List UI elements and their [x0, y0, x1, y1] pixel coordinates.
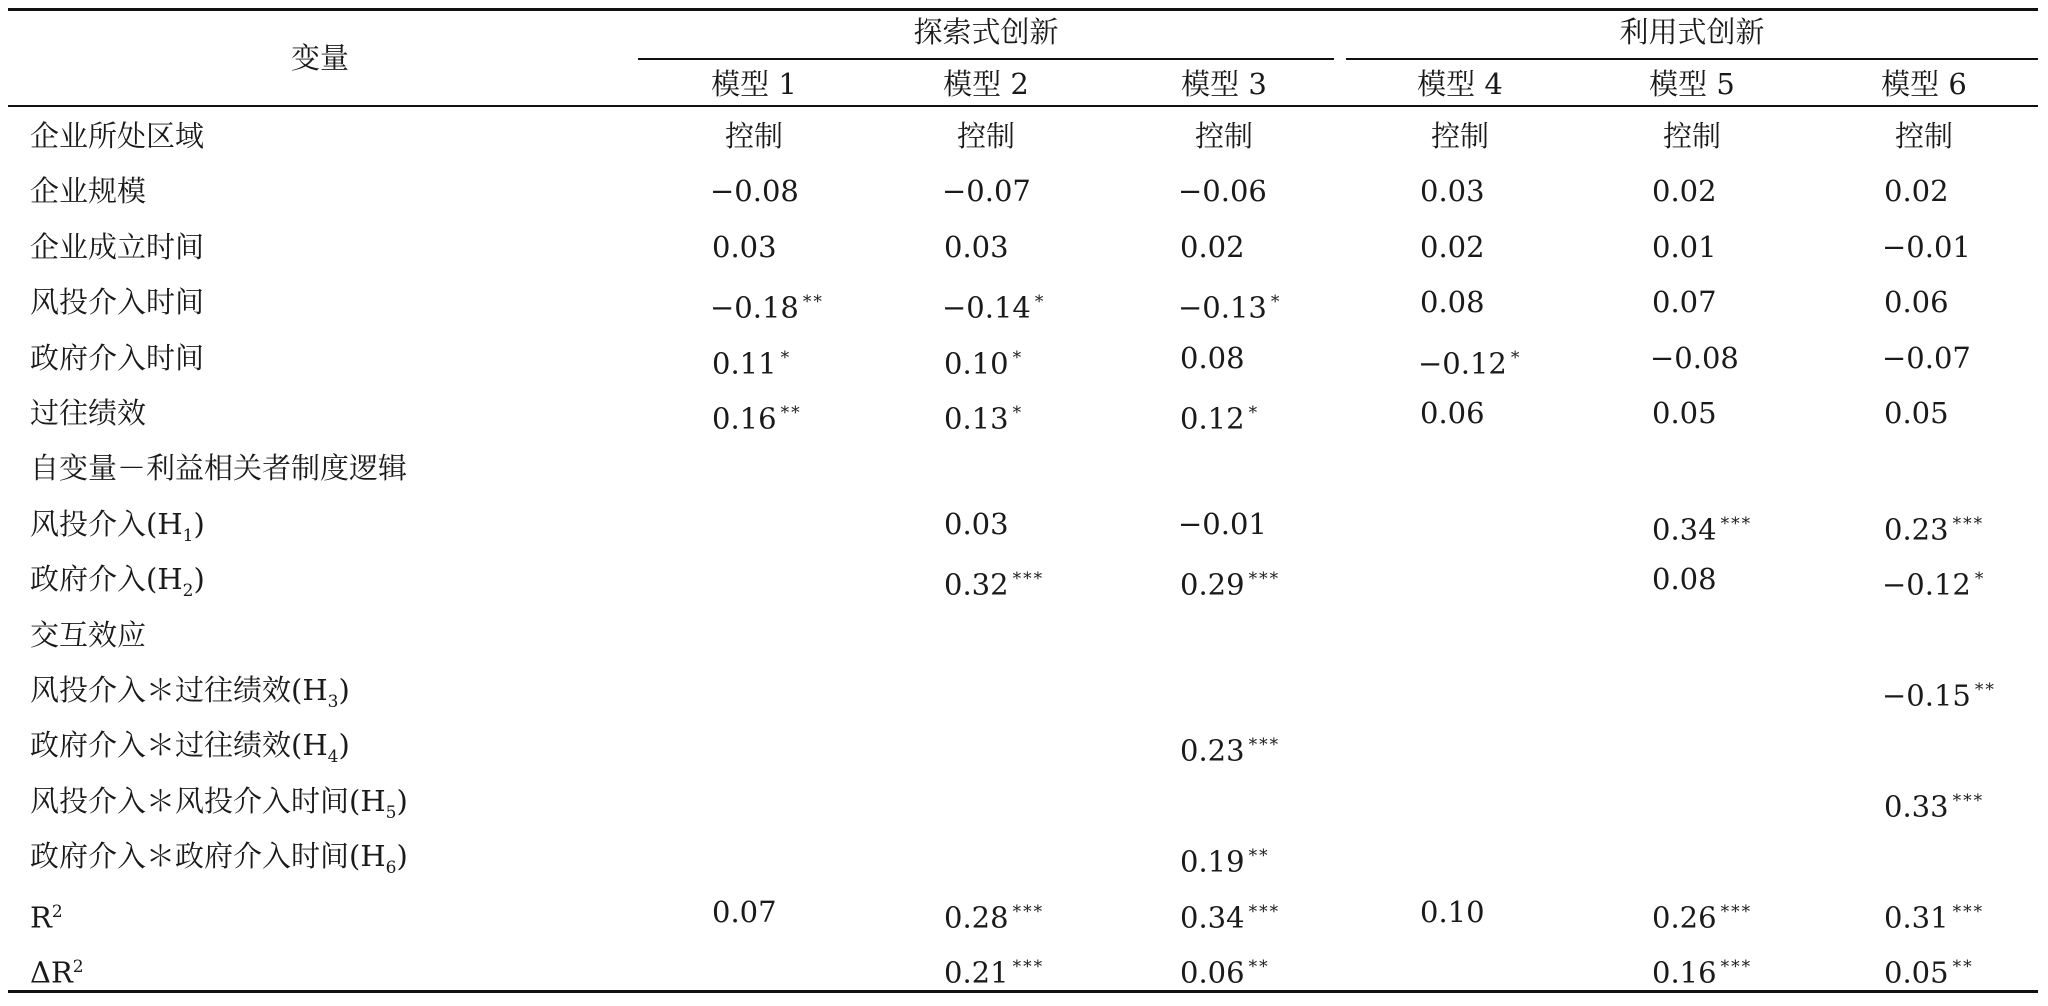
table-cell: 0.16 *** — [1652, 955, 1753, 990]
row-label: $R^2$ — [30, 900, 63, 935]
row-label: 政府介入＊政府介入时间$(H_6)$ — [30, 839, 408, 878]
table-cell: −0.18 ** — [710, 290, 824, 325]
header-model-1: 模型 1 — [711, 67, 797, 101]
table-cell: 0.08 — [1652, 562, 1717, 596]
table-cell: −0.07 — [1882, 341, 1971, 375]
table-cell: −0.15 ** — [1882, 678, 1996, 713]
row-label: 企业所处区域 — [30, 119, 205, 153]
table-cell: −0.01 — [1882, 230, 1971, 264]
header-model-3: 模型 3 — [1181, 67, 1267, 101]
row-label: 企业规模 — [30, 174, 147, 208]
table-cell: 0.08 — [1420, 285, 1485, 319]
row-label: 政府介入时间 — [30, 341, 205, 375]
table-cell: −0.12 * — [1882, 567, 1986, 602]
table-cell: 控制 — [1194, 119, 1253, 153]
table-cell: 0.06 — [1420, 396, 1485, 430]
table-cell: −0.07 — [942, 174, 1031, 208]
row-label: 交互效应 — [30, 618, 147, 652]
table-cell: 0.03 — [944, 507, 1009, 541]
row-label: 政府介入＊过往绩效$(H_4)$ — [30, 728, 350, 767]
table-cell: 控制 — [724, 119, 783, 153]
table-cell: 0.06 ** — [1180, 955, 1270, 990]
row-label: 过往绩效 — [30, 396, 147, 430]
table-cell: 0.31 *** — [1884, 900, 1985, 935]
table-cell: 0.28 *** — [944, 900, 1045, 935]
table-cell: 0.29 *** — [1180, 567, 1281, 602]
header-model-2: 模型 2 — [943, 67, 1029, 101]
table-cell: 0.06 — [1884, 285, 1949, 319]
row-label: $\Delta R^2$ — [30, 955, 84, 990]
table-cell: −0.06 — [1178, 174, 1267, 208]
table-cell: 0.16 ** — [712, 401, 802, 436]
row-label: 风投介入时间 — [30, 285, 205, 319]
table-cell: −0.01 — [1178, 507, 1267, 541]
table-cell: 0.19 ** — [1180, 844, 1270, 879]
table-cell: 0.07 — [712, 895, 777, 929]
table-cell: −0.08 — [710, 174, 799, 208]
table-cell: 控制 — [956, 119, 1015, 153]
table-cell: 0.05 ** — [1884, 955, 1974, 990]
row-label: 政府介入$(H_2)$ — [30, 562, 205, 601]
group1-underline — [638, 58, 1334, 60]
table-cell: 0.21 *** — [944, 955, 1045, 990]
table-cell: 控制 — [1430, 119, 1489, 153]
table-cell: 0.32 *** — [944, 567, 1045, 602]
table-cell: 0.05 — [1652, 396, 1717, 430]
header-group-exploratory: 探索式创新 — [913, 15, 1059, 49]
table-cell: −0.08 — [1650, 341, 1739, 375]
table-cell: 0.02 — [1180, 230, 1245, 264]
header-model-5: 模型 5 — [1649, 67, 1735, 101]
table-cell: 0.02 — [1652, 174, 1717, 208]
table-cell: 0.23 *** — [1884, 512, 1985, 547]
table-cell: 0.26 *** — [1652, 900, 1753, 935]
header-group-exploitative: 利用式创新 — [1619, 15, 1765, 49]
row-label: 风投介入$(H_1)$ — [30, 507, 205, 546]
header-model-6: 模型 6 — [1881, 67, 1967, 101]
table-cell: 0.02 — [1420, 230, 1485, 264]
table-cell: 0.05 — [1884, 396, 1949, 430]
table-cell: 0.03 — [1420, 174, 1485, 208]
table-cell: 0.34 *** — [1652, 512, 1753, 547]
table-cell: −0.13 * — [1178, 290, 1282, 325]
table-cell: 0.34 *** — [1180, 900, 1281, 935]
table-cell: 控制 — [1894, 119, 1953, 153]
group2-underline — [1346, 58, 2038, 60]
top-rule — [8, 8, 2038, 11]
header-rule — [8, 105, 2038, 107]
table-cell: 0.13 * — [944, 401, 1024, 436]
table-cell: −0.14 * — [942, 290, 1046, 325]
row-label: 风投介入＊风投介入时间$(H_5)$ — [30, 784, 408, 823]
table-cell: 0.07 — [1652, 285, 1717, 319]
table-cell: 0.11 * — [712, 346, 792, 381]
row-label: 企业成立时间 — [30, 230, 205, 264]
table-cell: 0.23 *** — [1180, 733, 1281, 768]
table-cell: 0.03 — [712, 230, 777, 264]
table-cell: 0.08 — [1180, 341, 1245, 375]
header-variable: 变量 — [290, 41, 349, 75]
table-cell: 控制 — [1662, 119, 1721, 153]
table-cell: 0.12 * — [1180, 401, 1260, 436]
table-cell: 0.33 *** — [1884, 789, 1985, 824]
table-cell: 0.10 — [1420, 895, 1485, 929]
table-cell: 0.02 — [1884, 174, 1949, 208]
table-cell: −0.12 * — [1418, 346, 1522, 381]
table-cell: 0.03 — [944, 230, 1009, 264]
table-cell: 0.01 — [1652, 230, 1717, 264]
row-label: 自变量－利益相关者制度逻辑 — [30, 451, 408, 485]
table-cell: 0.10 * — [944, 346, 1024, 381]
header-model-4: 模型 4 — [1417, 67, 1503, 101]
row-label: 风投介入＊过往绩效$(H_3)$ — [30, 673, 350, 712]
